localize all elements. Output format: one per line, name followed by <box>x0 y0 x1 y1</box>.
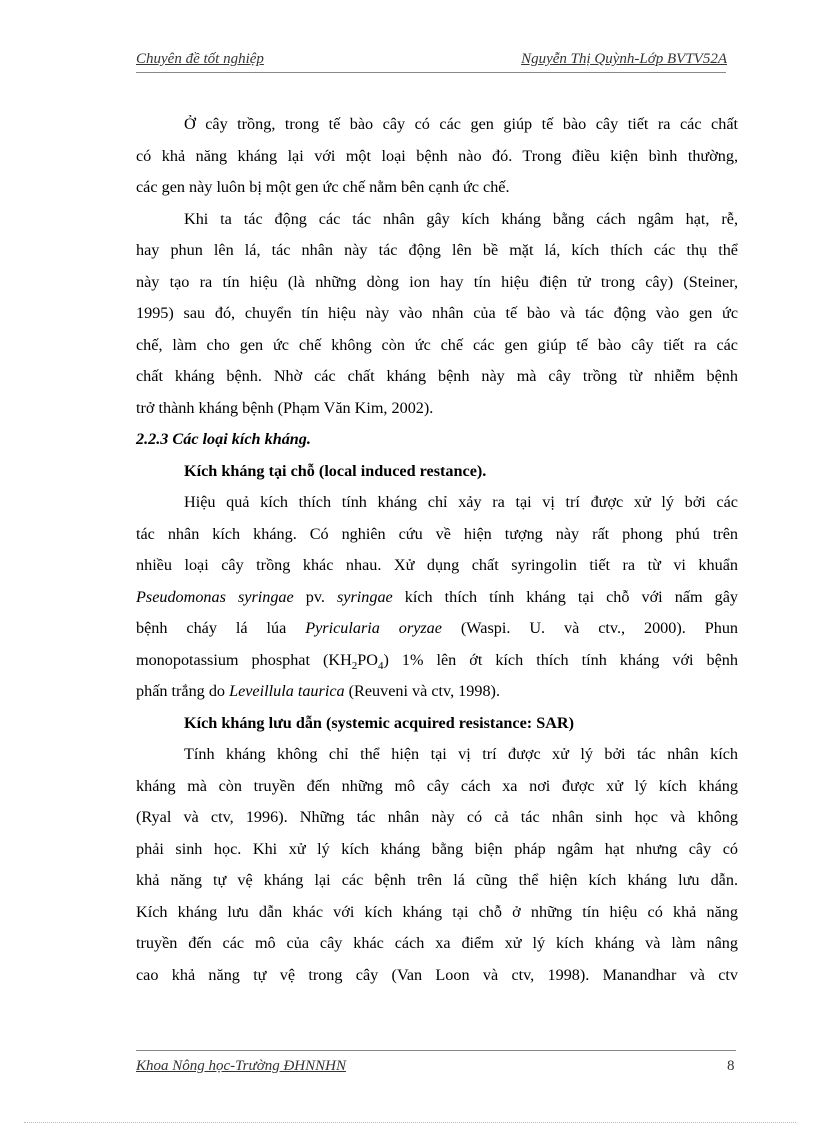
p2-line-5: chế, làm cho gen ức chế không còn ức chế các gen giúp tế bào cây tiết ra các <box>136 335 738 354</box>
p1-line-2: có khả năng kháng lại với một loại bệnh nào đó. Trong điều kiện bình thường, <box>136 146 738 165</box>
p3-line-3: nhiều loại cây trồng khác nhau. Xử dụng chất syringolin tiết ra từ vi khuẩn <box>136 556 738 574</box>
pathovar-name: syringae <box>336 587 393 606</box>
subscript: 2 <box>351 659 358 672</box>
p2-line-4: 1995) sau đó, chuyển tín hiệu này vào nhân của tế bào và tác động vào gen ức <box>136 304 738 322</box>
species-name: Pyricularia oryzae <box>305 619 442 637</box>
subsection-sar-heading: Kích kháng lưu dẫn (systemic acquired resistance: SAR) <box>184 713 574 732</box>
section-heading: 2.2.3 Các loại kích kháng. <box>136 430 311 448</box>
p2-line-7: trở thành kháng bệnh (Phạm Văn Kim, 2002). <box>136 398 434 417</box>
text-run: (Waspi. U. và ctv., 2000). Phun <box>441 619 739 637</box>
header-right-author: Nguyễn Thị Quỳnh-Lớp BVTV52A <box>521 51 727 67</box>
p4-line-2: kháng mà còn truyền đến những mô cây cách xa nơi được xử lý kích kháng <box>136 776 738 795</box>
p3-line-7 <box>136 676 738 708</box>
footer-faculty: Khoa Nông học-Trường ĐHNNHN <box>136 1058 346 1074</box>
text-run: kích thích tính kháng tại chỗ với nấm gây <box>392 587 738 606</box>
p4-line-3: (Ryal và ctv, 1996). Những tác nhân này có cả tác nhân sinh học và không <box>136 808 738 826</box>
p3-line-5 <box>136 613 738 645</box>
p3-line-4 <box>136 582 738 614</box>
subsection-local-heading: Kích kháng tại chỗ (local induced restance). <box>184 461 487 480</box>
p2-line-3: này tạo ra tín hiệu (là những dòng ion hay tín hiệu điện tử trong cây) (Steiner, <box>136 272 738 291</box>
p1-line-1: Ở cây trồng, trong tế bào cây có các gen giúp tế bào cây tiết ra các chất <box>184 115 738 133</box>
text-run: phấn trắng do <box>136 682 230 700</box>
p2-line-6: chất kháng bệnh. Nhờ các chất kháng bệnh này mà cây trồng từ nhiễm bệnh <box>136 367 738 385</box>
p4-line-8: cao khả năng tự vệ trong cây (Van Loon và ctv, 1998). Manandhar và ctv <box>136 965 738 984</box>
p4-line-6: Kích kháng lưu dẫn khác với kích kháng tại chỗ ở những tín hiệu có khả năng <box>136 902 738 921</box>
p2-line-2: hay phun lên lá, tác nhân này tác động lên bề mặt lá, kích thích các thụ thể <box>136 241 738 259</box>
text-run: PO <box>357 650 378 669</box>
text-run: monopotassium phosphat (KH <box>136 650 352 669</box>
p1-line-3: các gen này luôn bị một gen ức chế nằm bên cạnh ức chế. <box>136 178 510 196</box>
subscript: 4 <box>377 659 384 672</box>
p3-line-2: tác nhân kích kháng. Có nghiên cứu về hiện tượng này rất phong phú trên <box>136 524 738 543</box>
p2-line-1: Khi ta tác động các tác nhân gây kích kháng bằng cách ngâm hạt, rễ, <box>184 209 738 228</box>
text-run: ) 1% lên ớt kích thích tính kháng với bệnh <box>383 650 738 669</box>
footer-divider <box>136 1050 736 1051</box>
text-run: pv. <box>293 587 337 606</box>
header-left-title: Chuyên đề tốt nghiệp <box>136 51 264 67</box>
p4-line-5: khả năng tự vệ kháng lại các bệnh trên lá cũng thể hiện kích kháng lưu dẫn. <box>136 871 738 889</box>
text-run: bệnh cháy lá lúa <box>136 619 306 637</box>
p3-line-1: Hiệu quả kích thích tính kháng chỉ xảy ra tại vị trí được xử lý bởi các <box>184 493 738 511</box>
page-number: 8 <box>727 1058 735 1074</box>
p4-line-1: Tính kháng không chỉ thể hiện tại vị trí được xử lý bởi tác nhân kích <box>184 745 738 763</box>
species-name: Leveillula taurica <box>229 682 345 700</box>
p3-line-6 <box>136 645 738 677</box>
page-body <box>136 109 738 991</box>
header-divider <box>136 72 726 73</box>
p4-line-4: phải sinh học. Khi xử lý kích kháng bằng biện pháp ngâm hạt nhưng cây có <box>136 839 738 858</box>
species-name: Pseudomonas syringae <box>136 587 294 606</box>
text-run: (Reuveni và ctv, 1998). <box>344 682 500 700</box>
p4-line-7: truyền đến các mô của cây khác cách xa điểm xử lý kích kháng và làm nâng <box>136 934 738 952</box>
